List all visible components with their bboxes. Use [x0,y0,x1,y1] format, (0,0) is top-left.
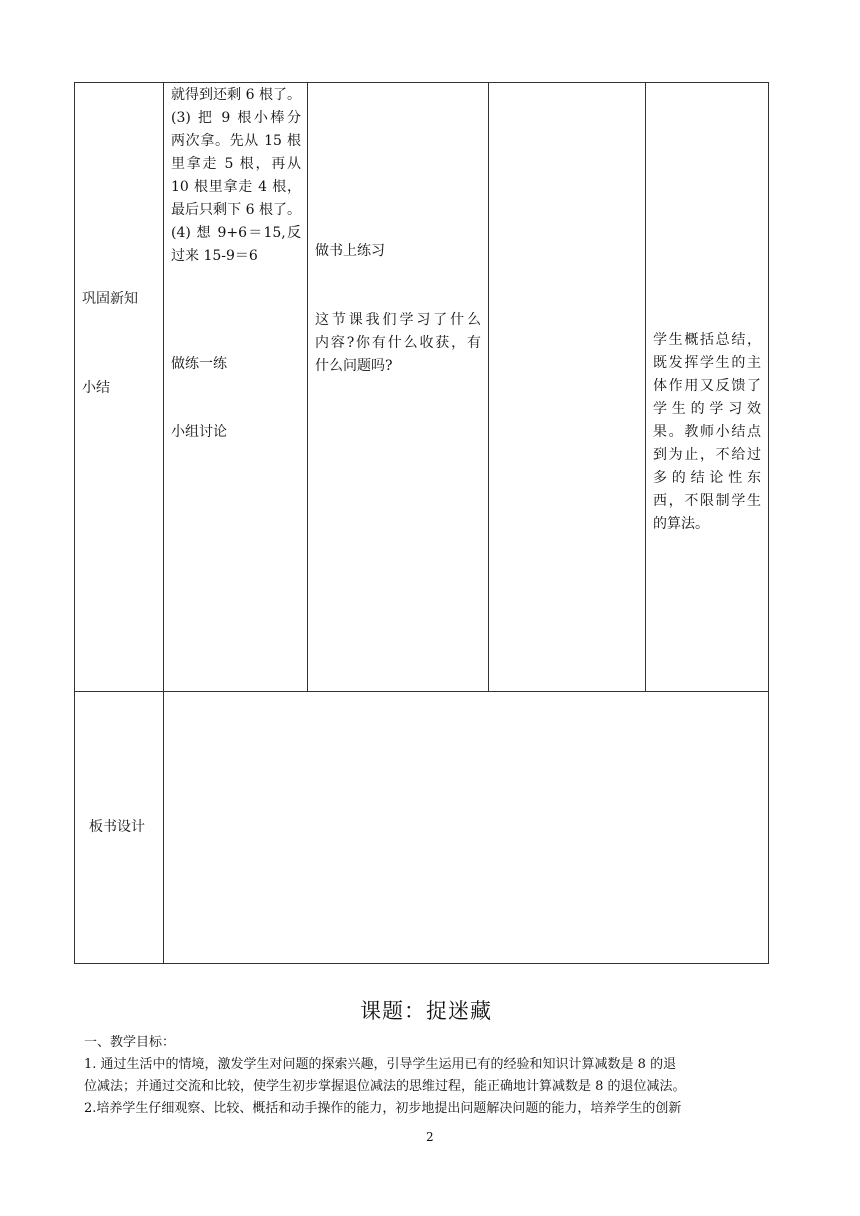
note-line: 学生概括总结， [653,332,761,348]
board-design-label: 板书设计 [89,819,145,835]
summary-question-line: 内容?你有什么收获，有 [315,335,481,351]
step-line: 最后只剩下 6 根了。 [171,202,301,218]
group-discussion-label: 小组讨论 [171,424,227,440]
column-divider-3 [488,82,489,692]
note-line: 学生的学习效 [653,401,761,417]
summary-question [315,309,481,378]
objective-line: 2.培养学生仔细观察、比较、概括和动手操作的能力，初步地提出问题解决问题的能力，培养学生的创新 [84,1101,682,1116]
step-line: 10 根里拿走 4 根， [171,179,301,195]
summary-label: 小结 [82,380,110,396]
board-design-divider [163,691,164,964]
objective-line: 1. 通过生活中的情境，激发学生对问题的探索兴趣，引导学生运用已有的经验和知识计算减数是 8 的退 [84,1057,677,1072]
step-line: 两次拿。先从 15 根 [171,133,301,149]
column-divider-2 [307,82,308,692]
cell-steps [171,84,301,268]
note-line: 到为止，不给过 [653,447,761,463]
note-line: 果。教师小结点 [653,424,761,440]
consolidate-label: 巩固新知 [82,291,138,307]
board-design-table [74,691,769,964]
section-heading: 一、教学目标： [84,1035,176,1050]
page-number: 2 [426,1130,434,1144]
exercise-label: 做书上练习 [315,243,385,259]
note-line: 体作用又反馈了 [653,378,761,394]
practice-label: 做练一练 [171,356,227,372]
design-notes [653,329,761,536]
step-line: 里拿走 5 根，再从 [171,156,301,172]
note-line: 既发挥学生的主 [653,355,761,371]
summary-question-line: 这节课我们学习了什么 [315,312,481,328]
column-divider-4 [645,82,646,692]
note-line: 西，不限制学生 [653,493,761,509]
step-line: (3) 把 9 根小棒分 [171,110,301,126]
note-line: 多的结论性东 [653,470,761,486]
column-divider-1 [163,82,164,692]
summary-question-line: 什么问题吗? [315,358,393,374]
objective-line: 位减法；并通过交流和比较，使学生初步掌握退位减法的思维过程，能正确地计算减数是 8 的退位减法。 [84,1079,686,1094]
step-line: (4) 想 9+6＝15,反 [171,225,301,241]
note-line: 的算法。 [653,516,709,532]
step-line: 就得到还剩 6 根了。 [171,87,301,103]
step-line: 过来 15-9＝6 [171,248,258,264]
lesson-title: 课题：捉迷藏 [360,999,492,1023]
